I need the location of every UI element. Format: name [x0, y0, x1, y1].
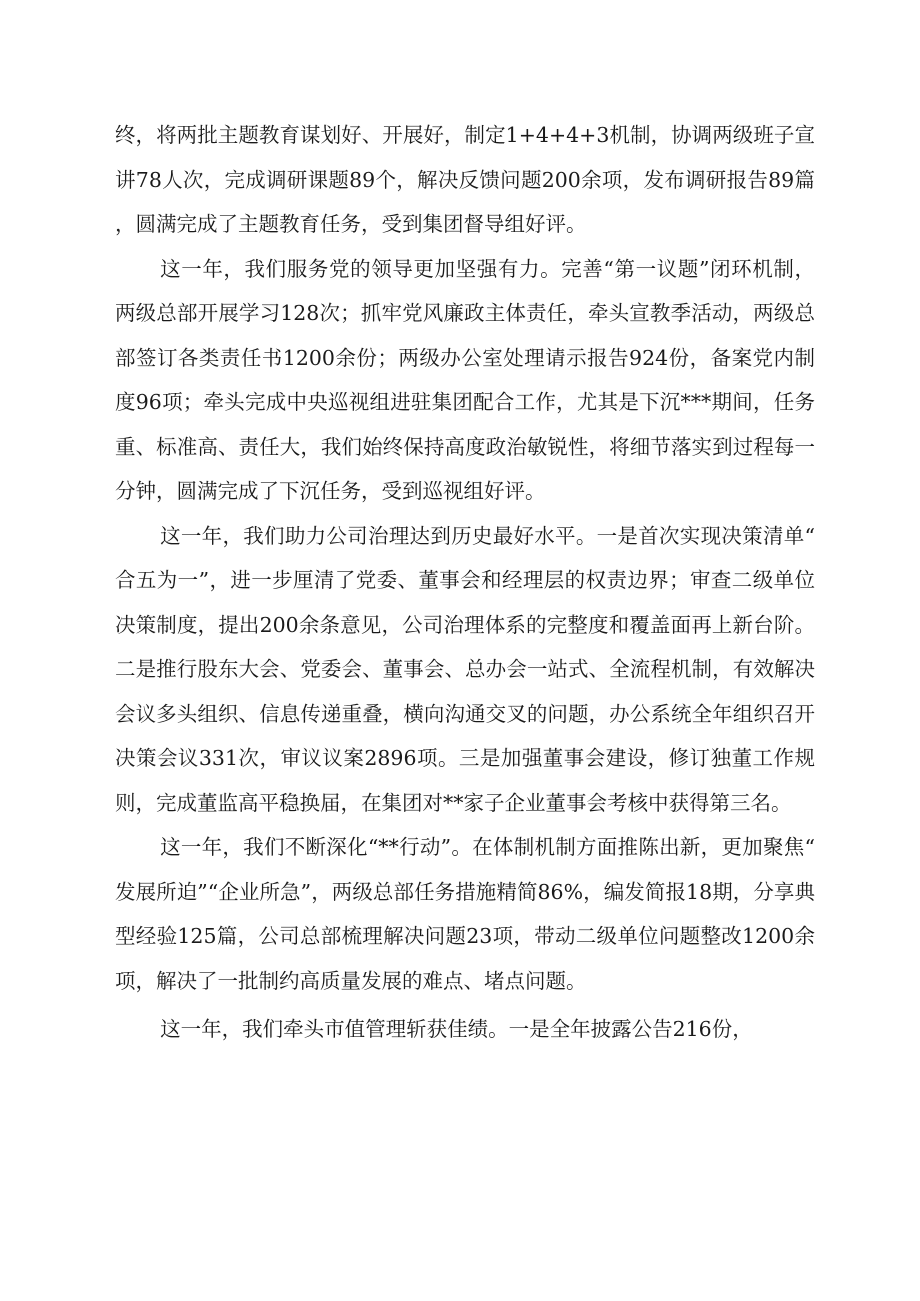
- paragraph-3: 这一年，我们助力公司治理达到历史最好水平。一是首次实现决策清单“合五为一”，进一步厘清了党委、董事会和经理层的权责边界；审查二级单位决策制度，提出200余条意见，公司治理体系的完整度和覆盖面再上新台阶。二是推行股东大会、党委会、董事会、总办会一站式、全流程机制，有效解决会议多头组织、信息传递重叠，横向沟通交叉的问题，办公系统全年组织召开决策会议331次，审议议案2896项。三是加强董事会建设，修订独董工作规则，完成董监高平稳换届，在集团对**家子企业董事会考核中获得第三名。: [115, 523, 815, 815]
- paragraph-2: 这一年，我们服务党的领导更加坚强有力。完善“第一议题”闭环机制，两级总部开展学习128次；抓牢党风廉政主体责任，牵头宣教季活动，两级总部签订各类责任书1200余份；两级办公室处理请示报告924份，备案党内制度96项；牵头完成中央巡视组进驻集团配合工作，尤其是下沉***期间，任务重、标准高、责任大，我们始终保持高度政治敏锐性，将细节落实到过程每一分钟，圆满完成了下沉任务，受到巡视组好评。: [115, 256, 815, 503]
- document-body: [115, 113, 815, 1052]
- paragraph-5: 这一年，我们牵头市值管理斩获佳绩。一是全年披露公告216份，: [160, 1017, 753, 1041]
- paragraph-4: 这一年，我们不断深化“**行动”。在体制机制方面推陈出新，更加聚焦“发展所迫”“企业所急”，两级总部任务措施精简86%，编发简报18期，分享典型经验125篇，公司总部梳理解决问题23项，带动二级单位问题整改1200余项，解决了一批制约高质量发展的难点、堵点问题。: [115, 835, 815, 993]
- paragraph-1: 终，将两批主题教育谋划好、开展好，制定1+4+4+3机制，协调两级班子宣讲78人次，完成调研课题89个，解决反馈问题200余项，发布调研报告89篇，圆满完成了主题教育任务，受到集团督导组好评。: [115, 123, 815, 236]
